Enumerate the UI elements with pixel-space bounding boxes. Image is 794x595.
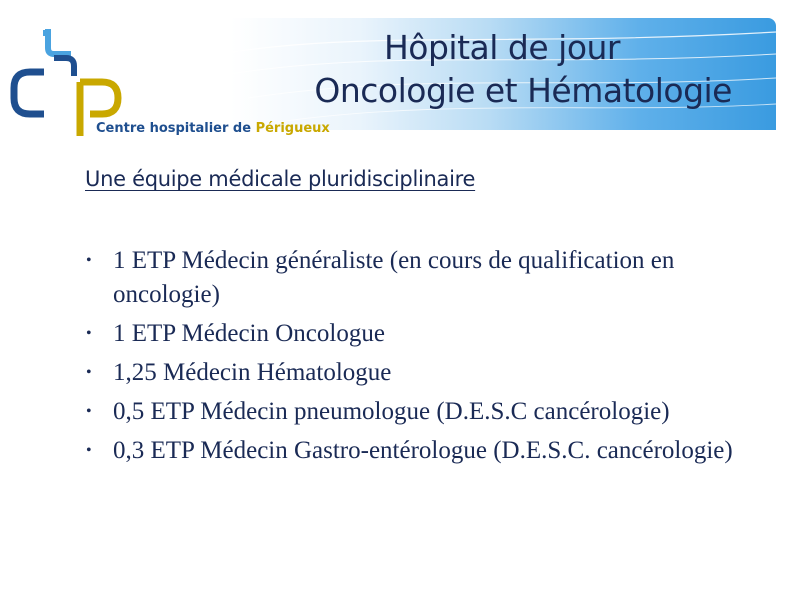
list-item-text: 0,5 ETP Médecin pneumologue (D.E.S.C cancérologie) — [113, 398, 670, 425]
list-item — [86, 356, 746, 390]
list-item-text: 1 ETP Médecin Oncologue — [113, 320, 385, 347]
list-item-text: 1,25 Médecin Hématologue — [113, 359, 392, 386]
bullet-icon: • — [86, 442, 92, 459]
bullet-icon: • — [86, 252, 92, 269]
list-item — [86, 317, 746, 351]
bullet-icon: • — [86, 364, 92, 381]
title-line1: Hôpital de jour — [383, 28, 620, 67]
page-title — [314, 26, 732, 112]
bullet-icon: • — [86, 403, 92, 420]
list-item-text: 0,3 ETP Médecin Gastro-entérologue (D.E.S.C. cancérologie) — [113, 437, 733, 464]
title-line2: Oncologie et Hématologie — [314, 71, 732, 110]
hospital-logo — [10, 28, 350, 140]
list-item — [86, 434, 746, 468]
section-subtitle: Une équipe médicale pluridisciplinaire — [85, 167, 476, 191]
list-item-text: 1 ETP Médecin généraliste (en cours de qualification en oncologie) — [113, 247, 675, 308]
hospital-name — [96, 121, 330, 136]
list-item — [86, 395, 746, 429]
hospital-name-part1: Centre hospitalier de — [96, 121, 256, 136]
hospital-name-part2: Périgueux — [255, 121, 330, 136]
list-item — [86, 244, 746, 312]
bullet-icon: • — [86, 325, 92, 342]
bullet-list — [86, 244, 746, 473]
